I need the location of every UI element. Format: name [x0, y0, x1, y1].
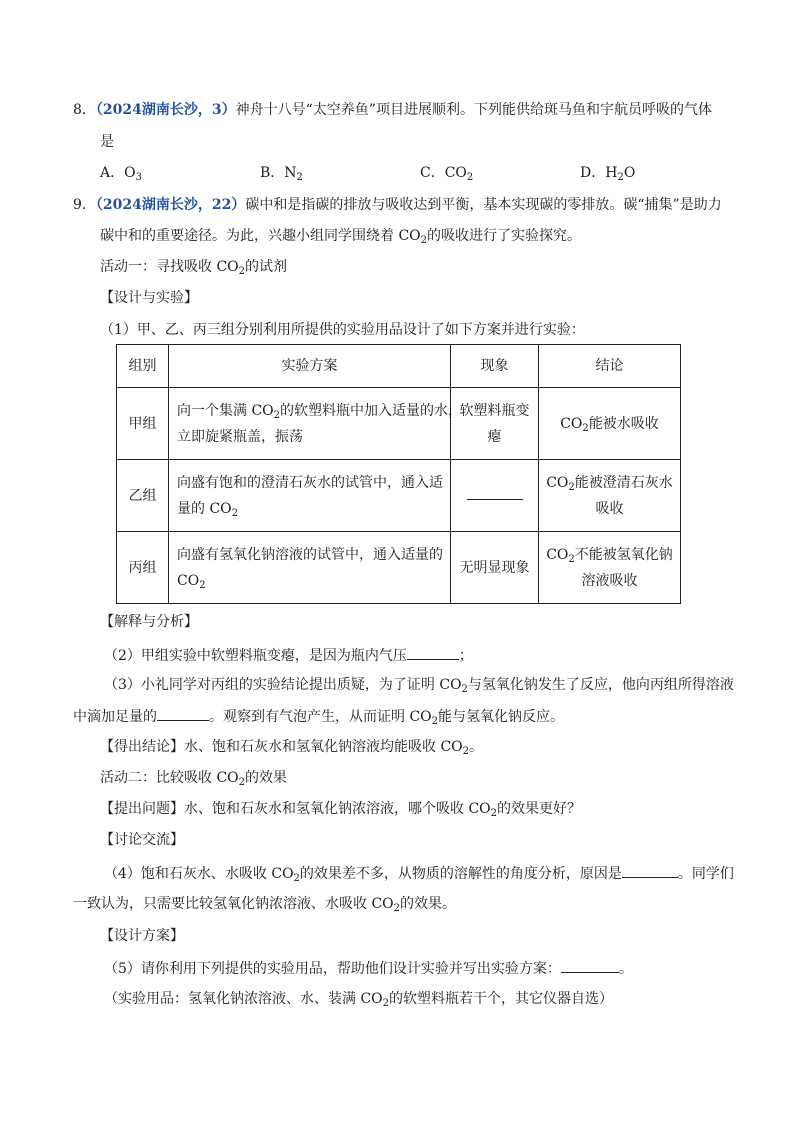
question-source: （2024湖南长沙，3） [95, 102, 236, 118]
sub-question-5: （5）请你利用下列提供的实验用品，帮助他们设计实验并写出实验方案： 。 [104, 958, 633, 979]
sub-question-4-line-1: （4）饱和石灰水、水吸收 $CO_2$的效果差不多，从物质的溶解性的角度分析，原因是 。同学们 [104, 863, 734, 884]
sub-question-3-line-2: 中滴加足量的 。观察到有气泡产生，从而证明 $CO_2$能与氢氧化钠反应。 [73, 706, 564, 727]
answer-blank[interactable] [157, 706, 209, 721]
activity-two: 活动二：比较吸收 $CO_2$的效果 [100, 770, 288, 788]
question-number: 8． [73, 102, 96, 118]
conclusion-heading: 【得出结论】 [100, 739, 184, 755]
discuss-heading: 【讨论交流】 [100, 832, 184, 848]
sub-question-1: （1）甲、乙、丙三组分别利用所提供的实验用品设计了如下方案并进行实验： [100, 322, 585, 338]
conclusion-cell: $CO_2$不能被氢氧化钠 溶液吸收 [539, 532, 681, 604]
option-a: A．$O_3$ [100, 165, 142, 183]
group-cell: 甲组 [117, 388, 169, 460]
question-text: 神舟十八号“太空养鱼”项目进展顺利。下列能供给斑马鱼和宇航员呼吸的气体 [235, 102, 712, 118]
answer-blank[interactable] [407, 645, 459, 660]
question-number: 9． [73, 197, 96, 213]
table-row [117, 388, 681, 460]
plan-cell: 向盛有氢氧化钠溶液的试管中，通入适量的 $CO_2$ [169, 532, 451, 604]
conclusion-cell: $CO_2$能被澄清石灰水 吸收 [539, 460, 681, 532]
analysis-heading: 【解释与分析】 [100, 614, 198, 630]
option-d: D．$H_2O$ [580, 165, 636, 183]
question-8-line-2: 是 [100, 134, 114, 150]
table-header: 结论 [539, 345, 681, 388]
conclusion-line: 【得出结论】水、饱和石灰水和氢氧化钠溶液均能吸收 $CO_2$。 [100, 739, 484, 757]
question-line: 【提出问题】水、饱和石灰水和氢氧化钠浓溶液，哪个吸收 $CO_2$的效果更好？ [100, 801, 582, 819]
question-9-line-2: 碳中和的重要途径。为此，兴趣小组同学围绕着 $CO_2$的吸收进行了实验探究。 [100, 228, 582, 246]
question-heading: 【提出问题】 [100, 801, 184, 817]
conclusion-cell: $CO_2$能被水吸收 [539, 388, 681, 460]
design-heading: 【设计与实验】 [100, 290, 198, 306]
sub-question-4-line-2: 一致认为，只需要比较氢氧化钠浓溶液、水吸收 $CO_2$的效果。 [73, 896, 457, 914]
plan-cell: 向盛有饱和的澄清石灰水的试管中，通入适 量的 $CO_2$ [169, 460, 451, 532]
plan-heading: 【设计方案】 [100, 928, 184, 944]
question-source: （2024湖南长沙，22） [95, 197, 246, 213]
group-cell: 乙组 [117, 460, 169, 532]
sub-question-2: （2）甲组实验中软塑料瓶变瘪，是因为瓶内气压 ； [104, 645, 473, 666]
answer-blank[interactable] [622, 863, 678, 878]
table-header-row [117, 345, 681, 388]
phenomenon-cell: 软塑料瓶变 瘪 [451, 388, 539, 460]
group-cell: 丙组 [117, 532, 169, 604]
option-c: C．$CO_2$ [420, 165, 474, 183]
phenomenon-blank[interactable] [451, 460, 539, 532]
table-header: 实验方案 [169, 345, 451, 388]
option-b: B．$N_2$ [260, 165, 303, 183]
table-header: 现象 [451, 345, 539, 388]
experiment-table [116, 344, 681, 604]
table-row [117, 532, 681, 604]
question-intro: 碳中和是指碳的排放与吸收达到平衡，基本实现碳的零排放。碳“捕集”是助力 [245, 197, 722, 213]
answer-blank[interactable] [561, 958, 619, 973]
activity-one: 活动一：寻找吸收 $CO_2$的试剂 [100, 259, 288, 277]
table-header: 组别 [117, 345, 169, 388]
plan-cell: 向一个集满 $CO_2$的软塑料瓶中加入适量的水， 立即旋紧瓶盖，振荡 [169, 388, 451, 460]
materials-note: （实验用品：氢氧化钠浓溶液、水、装满 $CO_2$的软塑料瓶若干个，其它仪器自选） [104, 991, 614, 1009]
question-9-line-1 [73, 195, 722, 215]
table-row [117, 460, 681, 532]
question-8-line-1 [73, 100, 712, 120]
sub-question-3-line-1: （3）小礼同学对丙组的实验结论提出质疑，为了证明 $CO_2$与氢氧化钠发生了反应，他向丙组所得溶液 [104, 677, 734, 695]
phenomenon-cell: 无明显现象 [451, 532, 539, 604]
